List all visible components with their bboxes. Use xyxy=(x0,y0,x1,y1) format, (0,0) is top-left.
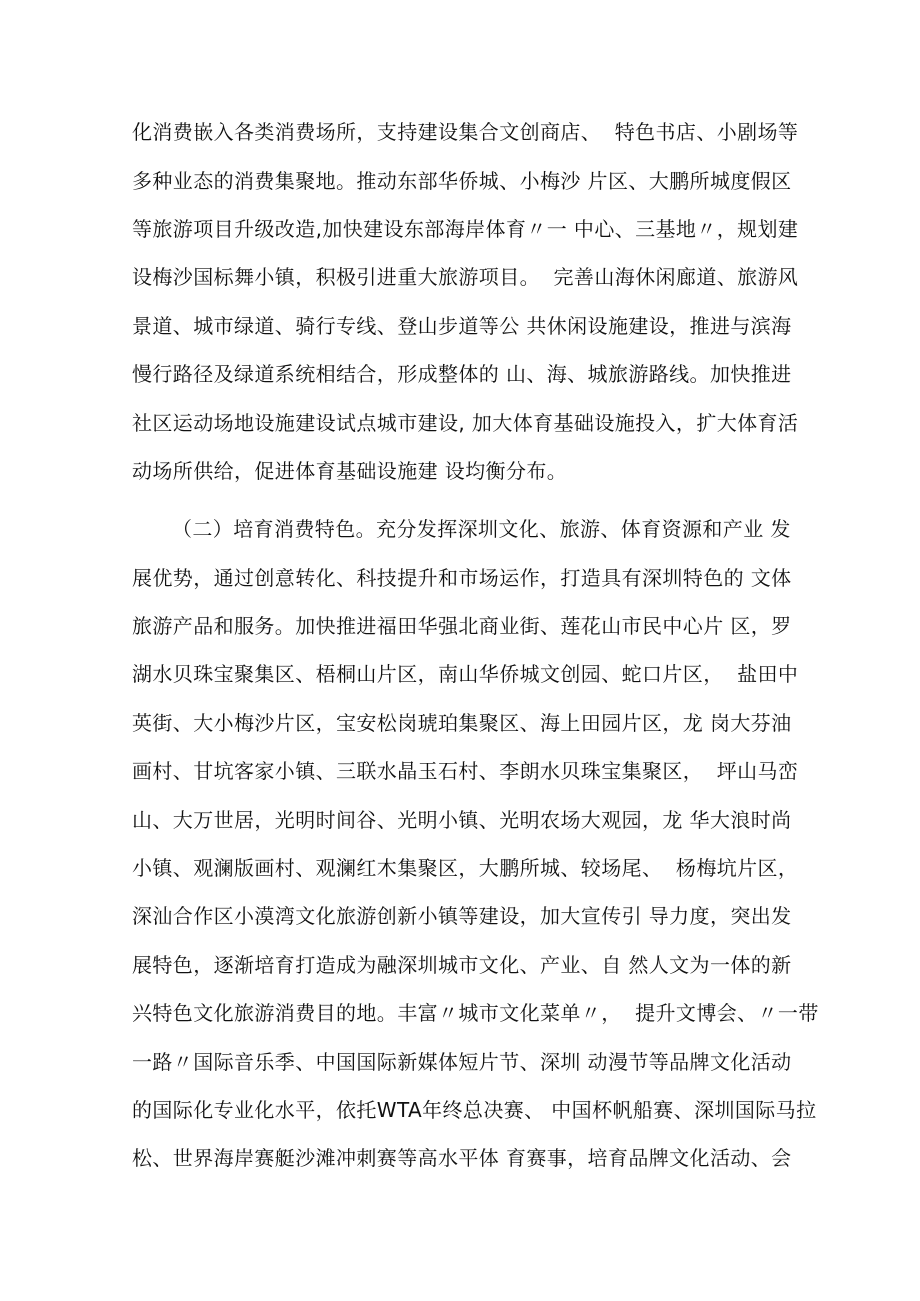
text-line: 展优势，通过创意转化、科技提升和市场运作，打造具有深圳特色的 文体 xyxy=(132,566,792,590)
text-line: 展特色，逐渐培育打造成为融深圳城市文化、产业、自 然人文为一体的新 xyxy=(132,953,792,977)
text-line: 湖水贝珠宝聚集区、梧桐山片区，南山华侨城文创园、蛇口片区， 盐田中 xyxy=(132,662,799,686)
paragraph-heading-line: （二）培育消费特色。充分发挥深圳文化、旅游、体育资源和产业 发 xyxy=(172,517,791,541)
text-line: 山、大万世居，光明时间谷、光明小镇、光明农场大观园，龙 华大浪时尚 xyxy=(132,808,792,832)
text-line: 等旅游项目升级改造,加快建设东部海岸体育〃一 中心、三基地〃，规划建 xyxy=(132,217,799,241)
text-line: 多种业态的消费集聚地。推动东部华侨城、小梅沙 片区、大鹏所城度假区 xyxy=(132,169,792,193)
text-line: 英街、大小梅沙片区，宝安松岗琥珀集聚区、海上田园片区，龙 岗大芬油 xyxy=(132,711,792,735)
text-line: 旅游产品和服务。加快推进福田华强北商业街、莲花山市民中心片 区，罗 xyxy=(132,614,792,638)
text-line: 化消费嵌入各类消费场所，支持建设集合文创商店、 特色书店、小剧场等 xyxy=(132,120,799,144)
text-line: 的国际化专业化水平，依托WTA年终总决赛、 中国杯帆船赛、深圳国际马拉 xyxy=(132,1098,817,1122)
text-line: 深汕合作区小漠湾文化旅游创新小镇等建设，加大宣传引 导力度，突出发 xyxy=(132,904,792,928)
text-line: 设梅沙国标舞小镇，积极引进重大旅游项目。 完善山海休闲廊道、旅游风 xyxy=(132,265,799,289)
text-line: 社区运动场地设施建设试点城市建设, 加大体育基础设施投入，扩大体育活 xyxy=(132,411,799,435)
text-line: 松、世界海岸赛艇沙滩冲刺赛等高水平体 育赛事，培育品牌文化活动、会 xyxy=(132,1146,792,1170)
text-line: 小镇、观澜版画村、观澜红木集聚区，大鹏所城、较场尾、 杨梅坑片区， xyxy=(132,856,799,880)
text-line: 动场所供给，促进体育基础设施建 设均衡分布。 xyxy=(132,459,568,483)
text-line: 慢行路径及绿道系统相结合，形成整体的 山、海、城旅游路线。加快推进 xyxy=(132,362,792,386)
text-line: 景道、城市绿道、骑行专线、登山步道等公 共休闲设施建设，推进与滨海 xyxy=(132,314,792,338)
text-line: 兴特色文化旅游消费目的地。丰富〃城市文化菜单〃， 提升文博会、〃一带 xyxy=(132,1001,819,1025)
text-line: 一路〃国际音乐季、中国国际新媒体短片节、深圳 动漫节等品牌文化活动 xyxy=(132,1050,792,1074)
text-line: 画村、甘坑客家小镇、三联水晶玉石村、李朗水贝珠宝集聚区， 坪山马峦 xyxy=(132,759,799,783)
